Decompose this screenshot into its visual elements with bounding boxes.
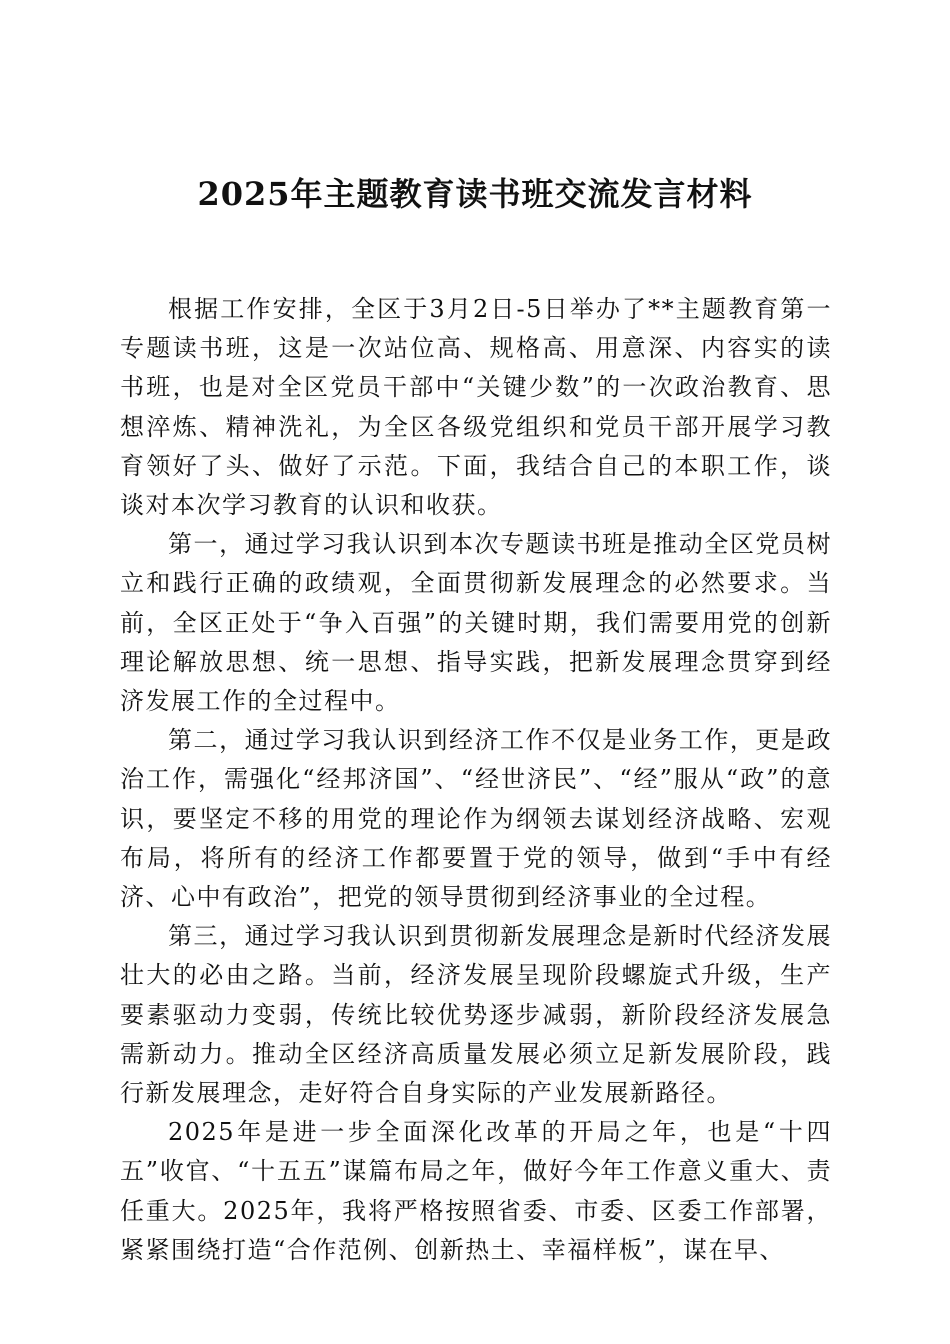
paragraph-second-point: 第二，通过学习我认识到经济工作不仅是业务工作，更是政治工作，需强化“经邦济国”、“经世济民”、“经”服从“政”的意识，要坚定不移的用党的理论作为纲领去谋划经济战略、宏观布局，将所有的经济工作都要置于党的领导，做到“手中有经济、心中有政治”，把党的领导贯彻到经济事业的全过程。 [120,726,832,912]
paragraph-first-point: 第一，通过学习我认识到本次专题读书班是推动全区党员树立和践行正确的政绩观，全面贯彻新发展理念的必然要求。当前，全区正处于“争入百强”的关键时期，我们需要用党的创新理论解放思想、统一思想、指导实践，把新发展理念贯穿到经济发展工作的全过程中。 [120,530,832,716]
document-title: 2025年主题教育读书班交流发言材料 [197,175,753,213]
paragraph-intro: 根据工作安排，全区于3月2日-5日举办了**主题教育第一专题读书班，这是一次站位高、规格高、用意深、内容实的读书班，也是对全区党员干部中“关键少数”的一次政治教育、思想淬炼、精神洗礼，为全区各级党组织和党员干部开展学习教育领好了头、做好了示范。下面，我结合自己的本职工作，谈谈对本次学习教育的认识和收获。 [120,295,832,520]
paragraph-third-point: 第三，通过学习我认识到贯彻新发展理念是新时代经济发展壮大的必由之路。当前，经济发展呈现阶段螺旋式升级，生产要素驱动力变弱，传统比较优势逐步减弱，新阶段经济发展急需新动力。推动全区经济高质量发展必须立足新发展阶段，践行新发展理念，走好符合自身实际的产业发展新路径。 [120,922,832,1108]
document-body [120,290,832,1270]
paragraph-2025-plan: 2025年是进一步全面深化改革的开局之年，也是“十四五”收官、“十五五”谋篇布局之年，做好今年工作意义重大、责任重大。2025年，我将严格按照省委、市委、区委工作部署，紧紧围绕打造“合作范例、创新热土、幸福样板”，谋在早、 [120,1118,832,1264]
